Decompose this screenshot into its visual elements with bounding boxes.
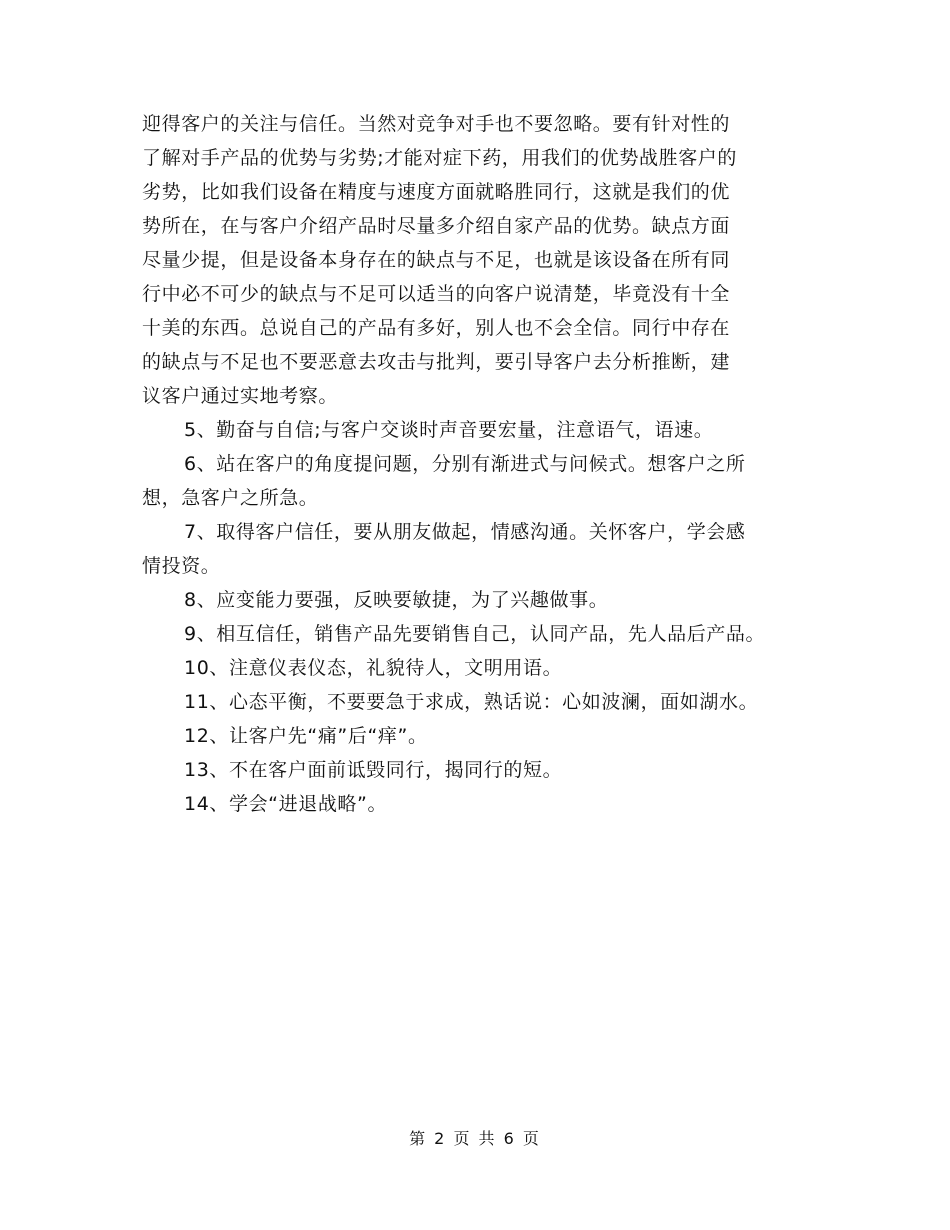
- text-line: 了解对手产品的优势与劣势;才能对症下药，用我们的优势战胜客户的: [142, 147, 738, 169]
- text-line: 尽量少提，但是设备本身存在的缺点与不足，也就是该设备在所有同: [142, 249, 731, 271]
- text-line: 十美的东西。总说自己的产品有多好，别人也不会全信。同行中存在: [142, 317, 731, 339]
- list-item: 10、注意仪表仪态，礼貌待人，文明用语。: [184, 657, 563, 679]
- list-item: 8、应变能力要强，反映要敏捷，为了兴趣做事。: [184, 589, 609, 611]
- text-line: 情投资。: [142, 555, 221, 577]
- body-text: [142, 107, 832, 821]
- list-item: 6、站在客户的角度提问题，分别有渐进式与问候式。想客户之所: [184, 453, 746, 475]
- text-line: 迎得客户的关注与信任。当然对竞争对手也不要忽略。要有针对性的: [142, 113, 731, 135]
- list-item: 9、相互信任，销售产品先要销售自己，认同产品，先人品后产品。: [184, 623, 766, 645]
- list-item: 12、让客户先“痛”后“痒”。: [184, 725, 428, 747]
- list-item: 11、心态平衡，不要要急于求成，熟话说：心如波澜，面如湖水。: [184, 691, 759, 713]
- list-item: 14、学会“进退战略”。: [184, 793, 388, 815]
- list-item: 13、不在客户面前诋毁同行，揭同行的短。: [184, 759, 563, 781]
- list-item: 7、取得客户信任，要从朋友做起，情感沟通。关怀客户，学会感: [184, 521, 746, 543]
- text-line: 想，急客户之所急。: [142, 487, 319, 509]
- text-line: 势所在，在与客户介绍产品时尽量多介绍自家产品的优势。缺点方面: [142, 215, 731, 237]
- list-item: 5、勤奋与自信;与客户交谈时声音要宏量，注意语气，语速。: [184, 419, 714, 441]
- text-line: 议客户通过实地考察。: [142, 385, 339, 407]
- page-number-footer: 第 2 页 共 6 页: [409, 1129, 541, 1148]
- text-line: 劣势，比如我们设备在精度与速度方面就略胜同行，这就是我们的优: [142, 181, 731, 203]
- text-line: 的缺点与不足也不要恶意去攻击与批判，要引导客户去分析推断，建: [142, 351, 731, 373]
- text-line: 行中必不可少的缺点与不足可以适当的向客户说清楚，毕竟没有十全: [142, 283, 731, 305]
